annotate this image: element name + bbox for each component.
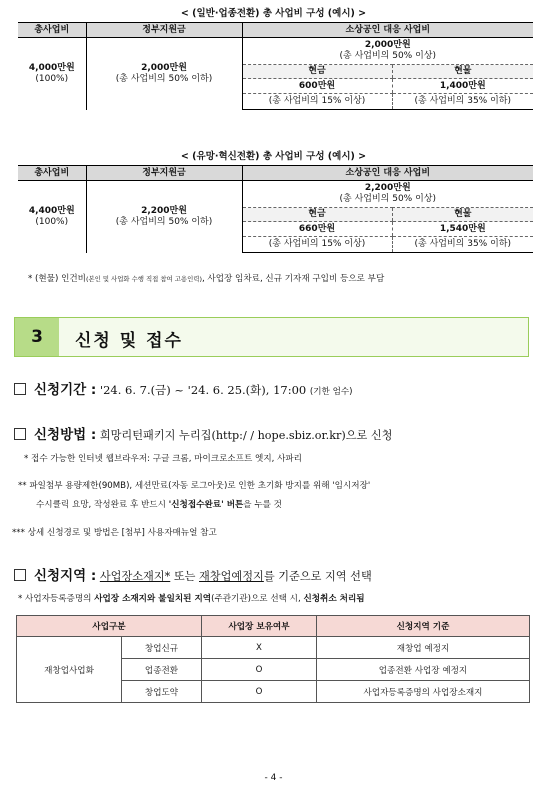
self-amount: 2,200만원 xyxy=(364,183,411,193)
region-own: O xyxy=(202,681,317,703)
header-total: 총사업비 xyxy=(18,23,86,38)
total-note: (100%) xyxy=(35,216,69,227)
region-own: O xyxy=(202,659,317,681)
region-note-pre: * 사업자등록증명의 xyxy=(18,594,95,604)
table1-caption: < (일반·업종전환) 총 사업비 구성 (예시) > xyxy=(180,8,367,19)
checkbox-square-icon xyxy=(14,569,26,581)
region-text-mid: 또는 xyxy=(170,570,199,583)
region-line xyxy=(14,564,372,584)
kind-note: (총 사업비의 35% 이하) xyxy=(392,94,533,110)
method-note-2b-bold: '신청접수완료' 버튼 xyxy=(168,500,244,510)
self-amount: 2,000만원 xyxy=(364,40,411,50)
method-text: 희망리턴패키지 누리집(http:/ / hope.sbiz.or.kr)으로 신청 xyxy=(96,429,393,442)
kind-footnote xyxy=(28,272,384,284)
total-amount: 4,000만원 xyxy=(28,62,75,73)
budget-table-general xyxy=(18,22,533,110)
period-label: 신청기간 : xyxy=(34,382,97,398)
header-self: 소상공인 대응 사업비 xyxy=(242,23,533,38)
region-type: 창업도약 xyxy=(122,681,202,703)
total-cell xyxy=(18,181,86,253)
gov-amount: 2,000만원 xyxy=(141,62,187,73)
method-note-1: * 접수 가능한 인터넷 웹브라우저: 구글 크롬, 마이크로소프트 엣지, 사파리 xyxy=(24,454,302,464)
region-underline-2: 재창업예정지 xyxy=(199,570,264,583)
region-underline-1: 사업장소재지* xyxy=(99,570,171,583)
section-title: 신청 및 접수 xyxy=(75,331,183,351)
gov-note: (총 사업비의 50% 이하) xyxy=(115,73,213,84)
cash-label: 현금 xyxy=(242,65,392,79)
kind-note: (총 사업비의 35% 이하) xyxy=(392,237,533,253)
kind-label: 현물 xyxy=(392,208,533,222)
region-text-post: 를 기준으로 지역 선택 xyxy=(263,570,372,583)
method-line xyxy=(14,423,393,443)
cash-note: (총 사업비의 15% 이상) xyxy=(242,237,392,253)
self-cell xyxy=(242,181,533,208)
region-label: 신청지역 : xyxy=(34,568,97,584)
kind-amount: 1,540만원 xyxy=(392,222,533,237)
budget-table-innovation xyxy=(18,165,533,253)
region-basis: 업종전환 사업장 예정지 xyxy=(317,659,530,681)
period-text: '24. 6. 7.(금) ~ '24. 6. 25.(화), 17:00 xyxy=(96,383,310,397)
page-number: - 4 - xyxy=(264,773,283,783)
total-note: (100%) xyxy=(35,73,69,84)
header-total: 총사업비 xyxy=(18,166,86,181)
method-note-3: *** 상세 신청경로 및 방법은 [첨부] 사용자매뉴얼 참고 xyxy=(12,528,217,538)
region-note-mid: (주관기관)으로 선택 시, xyxy=(211,594,304,604)
region-header-basis: 신청지역 기준 xyxy=(317,616,530,637)
checkbox-square-icon xyxy=(14,383,26,395)
total-amount: 4,400만원 xyxy=(28,205,75,216)
region-header-type: 사업구분 xyxy=(17,616,202,637)
method-note-2b-pre: 수시클릭 요망, 작성완료 후 반드시 xyxy=(36,500,169,510)
gov-amount: 2,200만원 xyxy=(141,205,187,216)
region-header-own: 사업장 보유여부 xyxy=(202,616,317,637)
region-basis: 재창업 예정지 xyxy=(317,637,530,659)
total-cell xyxy=(18,38,86,110)
self-note: (총 사업비의 50% 이상) xyxy=(339,194,436,204)
method-note-2a: ** 파일첨부 용량제한(90MB), 세션만료(자동 로그아웃)로 인한 초기화 방지를 위해 '임시저장' xyxy=(18,481,371,491)
method-note-2b xyxy=(36,498,282,510)
period-small: (기한 엄수) xyxy=(309,387,353,397)
section-number: 3 xyxy=(15,318,59,356)
region-note-bold-2: 신청취소 처리됨 xyxy=(303,594,365,604)
period-line xyxy=(14,378,353,398)
region-note xyxy=(18,592,365,604)
kind-footnote-small: (본인 및 사업화 수행 직접 참여 고용인력) xyxy=(85,275,202,283)
gov-note: (총 사업비의 50% 이하) xyxy=(115,216,213,227)
region-type: 창업신규 xyxy=(122,637,202,659)
region-note-bold-1: 사업장 소재지와 불일치된 지역 xyxy=(94,594,212,604)
region-table xyxy=(16,615,530,703)
region-type: 업종전환 xyxy=(122,659,202,681)
table2-caption: < (유망·혁신전환) 총 사업비 구성 (예시) > xyxy=(180,151,367,162)
header-gov: 정부지원금 xyxy=(86,166,242,181)
checkbox-square-icon xyxy=(14,428,26,440)
cash-amount: 660만원 xyxy=(242,222,392,237)
kind-label: 현물 xyxy=(392,65,533,79)
gov-cell xyxy=(86,181,242,253)
method-label: 신청방법 : xyxy=(34,427,97,443)
cash-note: (총 사업비의 15% 이상) xyxy=(242,94,392,110)
cash-label: 현금 xyxy=(242,208,392,222)
region-basis: 사업자등록증명의 사업장소재지 xyxy=(317,681,530,703)
section-header xyxy=(14,317,529,357)
region-own: X xyxy=(202,637,317,659)
header-gov: 정부지원금 xyxy=(86,23,242,38)
kind-footnote-prefix: * (현물) 인건비 xyxy=(28,274,86,284)
self-note: (총 사업비의 50% 이상) xyxy=(339,51,436,61)
gov-cell xyxy=(86,38,242,110)
method-note-2b-post: 을 누를 것 xyxy=(243,500,282,510)
kind-amount: 1,400만원 xyxy=(392,79,533,94)
self-cell xyxy=(242,38,533,65)
cash-amount: 600만원 xyxy=(242,79,392,94)
header-self: 소상공인 대응 사업비 xyxy=(242,166,533,181)
kind-footnote-suffix: , 사업장 임차료, 신규 기자재 구입비 등으로 부담 xyxy=(201,274,385,284)
region-group: 재창업사업화 xyxy=(17,637,122,703)
table-row xyxy=(17,637,530,659)
